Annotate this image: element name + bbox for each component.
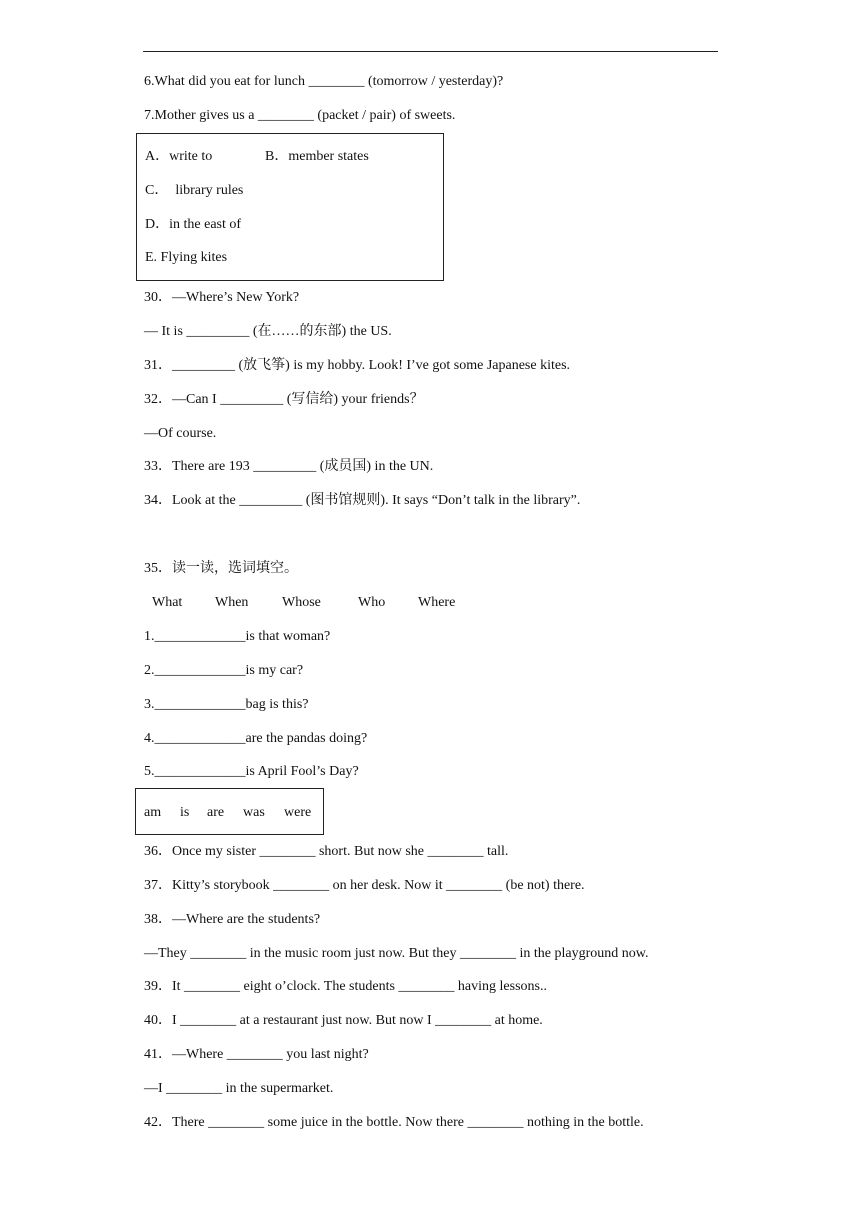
phrase-option-d: D．in the east of [145,217,242,232]
verb-box [135,788,324,835]
question-36: 36．Once my sister ________ short. But now she ________ tall. [144,844,509,859]
question-35-item: 2._____________is my car? [144,663,304,678]
phrase-option-b: B．member states [265,149,369,164]
question-38: 38．—Where are the students? [144,912,321,927]
verb-option: am [144,805,162,820]
question-30-answer: — It is _________ (在……的东部) the US. [144,324,392,339]
question-35-item: 4._____________are the pandas doing? [144,731,368,746]
question-7: 7.Mother gives us a ________ (packet / pair) of sweets. [144,108,456,123]
header-rule [143,51,718,52]
question-37: 37．Kitty’s storybook ________ on her desk. Now it ________ (be not) there. [144,878,585,893]
word-option: When [215,595,249,610]
phrase-option-e: E. Flying kites [145,250,228,265]
question-39: 39．It ________ eight o’clock. The students ________ having lessons.. [144,979,547,994]
question-34: 34．Look at the _________ (图书馆规则). It says “Don’t talk in the library”. [144,493,581,508]
question-35-item: 3._____________bag is this? [144,697,309,712]
question-31: 31．_________ (放飞筝) is my hobby. Look! I’ve got some Japanese kites. [144,358,571,373]
verb-option: are [207,805,225,820]
phrase-box [136,133,444,281]
word-option: Whose [282,595,321,610]
question-32: 32．—Can I _________ (写信给) your friends？ [144,392,424,407]
question-32-answer: —Of course. [144,426,217,441]
phrase-option-a: A．write to [145,149,213,164]
question-35-item: 1._____________is that woman? [144,629,331,644]
word-option: Where [418,595,456,610]
question-35-item: 5._____________is April Fool’s Day? [144,764,359,779]
verb-option: is [180,805,190,820]
question-30: 30．—Where’s New York? [144,290,300,305]
question-35-instruction: 35．读一读，选词填空。 [144,561,298,576]
question-41-answer: —I ________ in the supermarket. [144,1081,334,1096]
question-42: 42．There ________ some juice in the bottle. Now there ________ nothing in the bottle. [144,1115,644,1130]
question-33: 33．There are 193 _________ (成员国) in the UN. [144,459,434,474]
verb-option: was [243,805,265,820]
word-option: What [152,595,183,610]
question-6: 6.What did you eat for lunch ________ (tomorrow / yesterday)? [144,74,504,89]
phrase-option-c: C． library rules [145,183,244,198]
question-38-answer: —They ________ in the music room just now. But they ________ in the playground now. [144,946,649,961]
verb-option: were [284,805,312,820]
word-option: Who [358,595,386,610]
question-40: 40．I ________ at a restaurant just now. But now I ________ at home. [144,1013,543,1028]
question-41: 41．—Where ________ you last night? [144,1047,369,1062]
